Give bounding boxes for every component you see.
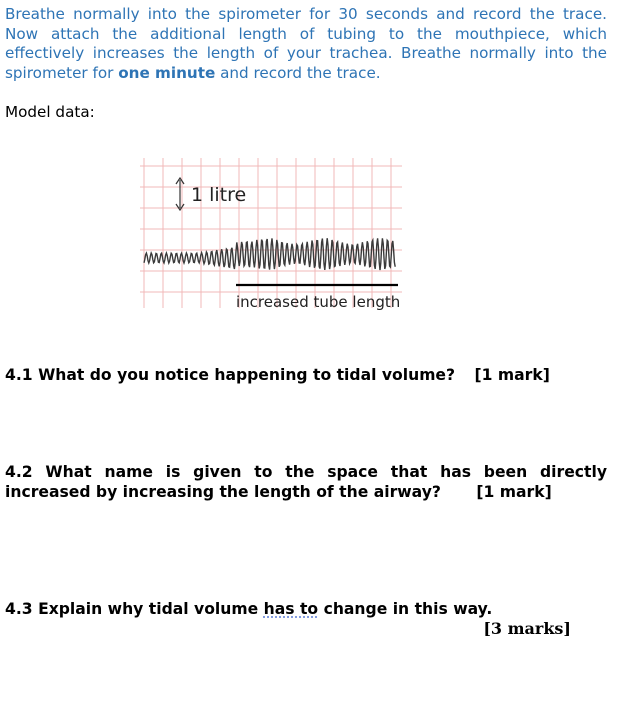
instructions-paragraph (5, 5, 607, 83)
tube-length-label: increased tube length (236, 293, 401, 311)
question-text: What do you notice happening to tidal volume? (38, 366, 456, 384)
question-4-3 (5, 599, 607, 619)
question-marks: [1 mark] (476, 483, 552, 501)
question-4-3-marks: [3 marks] (483, 619, 571, 638)
spirometer-trace-figure (140, 158, 402, 316)
question-number: 4.2 (5, 463, 33, 481)
question-marks: [1 mark] (474, 366, 550, 384)
question-4-2 (5, 462, 607, 502)
question-text-end: change in this way. (318, 600, 493, 618)
scale-label: 1 litre (191, 184, 247, 206)
question-text: Explain why tidal volume (38, 600, 264, 618)
instructions-text: Breathe normally into the spirometer for 30 seconds and record the trace. Now attach the additional length of tubing to the mouthpiece, which effectively increases the length of your trachea. Breathe normally into the spirometer for (5, 5, 607, 82)
model-data-label: Model data: (5, 103, 95, 121)
question-4-1 (5, 365, 607, 385)
instructions-emphasis: one minute (118, 63, 216, 82)
instructions-text-end: and record the trace. (215, 63, 381, 82)
question-text: What name is given to the space that has been directly increased by increasing the length of the airway? (5, 463, 607, 501)
question-text-dotted: has to (263, 600, 319, 618)
question-number: 4.1 (5, 366, 33, 384)
question-number: 4.3 (5, 600, 33, 618)
